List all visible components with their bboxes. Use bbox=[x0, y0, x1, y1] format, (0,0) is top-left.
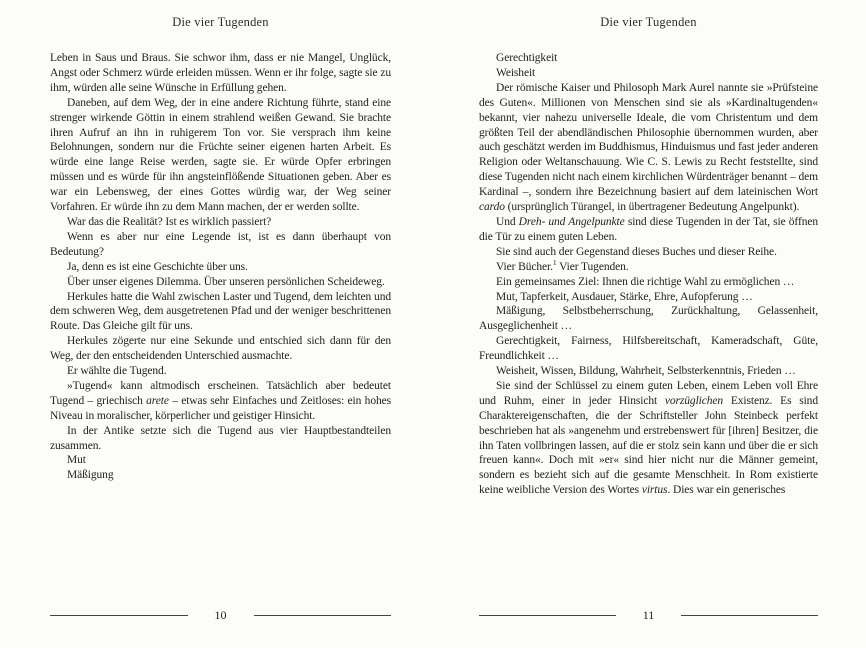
paragraph bbox=[479, 51, 818, 66]
text-segment: cardo bbox=[479, 201, 505, 214]
paragraph bbox=[50, 379, 391, 424]
text-segment: Sie sind auch der Gegenstand dieses Buches und dieser Reihe. bbox=[496, 245, 777, 258]
paragraph bbox=[479, 215, 818, 245]
text-segment: Dreh- und Angelpunkte bbox=[518, 215, 625, 228]
footer-rule-right bbox=[681, 615, 818, 616]
page-body bbox=[50, 51, 391, 591]
footer-rule-left bbox=[50, 615, 188, 616]
text-segment: Weisheit, Wissen, Bildung, Wahrheit, Selbsterkenntnis, Frieden … bbox=[496, 365, 796, 378]
page-body bbox=[479, 51, 818, 591]
text-segment: War das die Realität? Ist es wirklich passiert? bbox=[67, 215, 272, 228]
paragraph bbox=[479, 334, 818, 364]
paragraph bbox=[50, 215, 391, 230]
paragraph bbox=[479, 66, 818, 81]
paragraph bbox=[50, 468, 391, 483]
paragraph bbox=[50, 364, 391, 379]
paragraph bbox=[50, 96, 391, 215]
paragraph bbox=[50, 453, 391, 468]
text-segment: Daneben, auf dem Weg, der in eine andere Richtung führte, stand eine strenger wirkende Göttin in einem strahlend weißen Gewand. Sie brachte ihren Aufruf an ihn in ruhigerem Ton vor. Sie versprach ihm keine Belohnungen, sondern nur die Früchte seiner eigenen harten Arbeit. Es würde eine lange Reise werden, sagte sie. Er würde Opfer erbringen müssen und es würde für ihn angsteinflößende Situationen geben. Aber es war ein Lebensweg, der eines Gottes würdig war, der Weg seiner Vorfahren. Er würde ihn zu dem Mann machen, der er werden sollte. bbox=[50, 96, 391, 214]
page-number: 10 bbox=[214, 607, 227, 622]
text-segment: Vier Tugenden. bbox=[556, 260, 629, 273]
text-segment: arete bbox=[146, 394, 169, 407]
text-segment: Mut, Tapferkeit, Ausdauer, Stärke, Ehre, Aufopferung … bbox=[496, 290, 753, 303]
text-segment: Mut bbox=[67, 454, 86, 467]
paragraph bbox=[50, 334, 391, 364]
text-segment: Herkules hatte die Wahl zwischen Laster und Tugend, dem leichten und dem schweren Weg, dem ausgetretenen Pfad und der weniger beschrittenen Route. Das Gleiche gilt für uns. bbox=[50, 290, 391, 333]
text-segment: Leben in Saus und Braus. Sie schwor ihm, dass er nie Mangel, Unglück, Angst oder Schmerz würde erleiden müssen. Wenn er ihr folge, sagte sie zu ihm, würden alle seine Wünsche in Erfüllung gehen. bbox=[50, 52, 391, 94]
footnote-marker: 1 bbox=[552, 257, 557, 267]
text-segment: Vier Bücher. bbox=[496, 260, 553, 273]
paragraph bbox=[479, 245, 818, 260]
paragraph bbox=[50, 424, 391, 454]
paragraph bbox=[479, 81, 818, 215]
text-segment: Wenn es aber nur eine Legende ist, ist es dann überhaupt von Bedeutung? bbox=[50, 230, 391, 258]
paragraph bbox=[479, 304, 818, 334]
text-segment: Existenz. Es sind Charaktereigenschaften, die der Schriftsteller John Steinbeck perfekt beschrieben hat als »angenehm und erstrebenswert für [ihren] Besitzer, die ihn Taten vollbringen lassen, auf die er stolz sein kann und über die er sich freuen kann«. Doch mit »er« sind hier nicht nur die Männer gemeint, sondern es bezieht sich auf die gesamte Menschheit. In Rom existierte keine weibliche Version des Wortes bbox=[479, 394, 818, 497]
paragraph bbox=[479, 257, 818, 275]
paragraph bbox=[479, 379, 818, 498]
paragraph bbox=[50, 260, 391, 275]
paragraph bbox=[479, 275, 818, 290]
text-segment: vorzüglichen bbox=[664, 394, 724, 407]
paragraph bbox=[50, 275, 391, 290]
text-segment: virtus bbox=[641, 484, 668, 497]
text-segment: . Dies war ein generisches bbox=[667, 484, 786, 497]
text-segment: sind diese Tugenden in der Tat, sie öffnen die Tür zu einem guten Leben. bbox=[479, 215, 818, 243]
text-segment: Mäßigung bbox=[67, 469, 114, 482]
page-footer bbox=[50, 608, 391, 622]
paragraph bbox=[50, 51, 391, 96]
text-segment: Über unser eigenes Dilemma. Über unseren persönlichen Scheideweg. bbox=[67, 275, 385, 288]
running-header: Die vier Tugenden bbox=[172, 15, 269, 29]
text-segment: Sie sind der Schlüssel zu einem guten Leben, einem Leben voll Ehre und Ruhm, einer in jeder Hinsicht bbox=[479, 379, 818, 407]
footer-rule-right bbox=[254, 615, 392, 616]
text-segment: Und bbox=[496, 215, 519, 228]
running-header: Die vier Tugenden bbox=[600, 15, 697, 29]
text-segment: – etwas sehr Einfaches und Zeitloses: ein hohes Niveau in moralischer, körperlicher und geistiger Hinsicht. bbox=[50, 394, 391, 422]
footer-rule-left bbox=[479, 615, 616, 616]
text-segment: Herkules zögerte nur eine Sekunde und entschied sich dann für den Weg, der den entscheidenden Unterschied ausmachte. bbox=[50, 335, 391, 363]
page-right bbox=[433, 0, 866, 648]
text-segment: Gerechtigkeit bbox=[496, 52, 558, 64]
text-segment: Gerechtigkeit, Fairness, Hilfsbereitschaft, Kameradschaft, Güte, Freundlichkeit … bbox=[479, 335, 818, 363]
paragraph bbox=[50, 290, 391, 335]
text-segment: »Tugend« kann altmodisch erscheinen. Tatsächlich aber bedeutet Tugend – griechisch bbox=[50, 379, 391, 407]
text-segment: Mäßigung, Selbstbeherrschung, Zurückhaltung, Gelassenheit, Ausgeglichenheit … bbox=[479, 305, 818, 333]
text-segment: Der römische Kaiser und Philosoph Mark Aurel nannte sie »Prüfsteine des Guten«. Millionen von Menschen sind sie als »Kardinaltugenden« bekannt, vier nahezu universelle Ideale, die vom Christentum und dem größten Teil der abendländischen Philosophie übernommen wurden, aber auch geschätzt werden im Buddhismus, Hinduismus und fast jeder anderen Religion oder Weltanschauung. Wie C. S. Lewis zu Recht feststellte, sind diese Tugenden nicht nach einem kirchlichen Würdenträger benannt – dem Kardinal –, sondern ihre Bezeichnung basiert auf dem lateinischen Wort bbox=[479, 81, 818, 199]
text-segment: In der Antike setzte sich die Tugend aus vier Hauptbestandteilen zusammen. bbox=[50, 424, 391, 452]
paragraph bbox=[479, 364, 818, 379]
paragraph bbox=[479, 290, 818, 305]
text-segment: Ein gemeinsames Ziel: Ihnen die richtige Wahl zu ermöglichen … bbox=[496, 275, 795, 288]
text-segment: Er wählte die Tugend. bbox=[67, 365, 167, 378]
page-footer bbox=[479, 608, 818, 622]
page-number: 11 bbox=[642, 607, 655, 622]
text-segment: Ja, denn es ist eine Geschichte über uns. bbox=[67, 260, 248, 273]
paragraph bbox=[50, 230, 391, 260]
text-segment: (ursprünglich Türangel, in übertragener Bedeutung Angelpunkt). bbox=[504, 201, 800, 214]
text-segment: Weisheit bbox=[496, 66, 536, 79]
